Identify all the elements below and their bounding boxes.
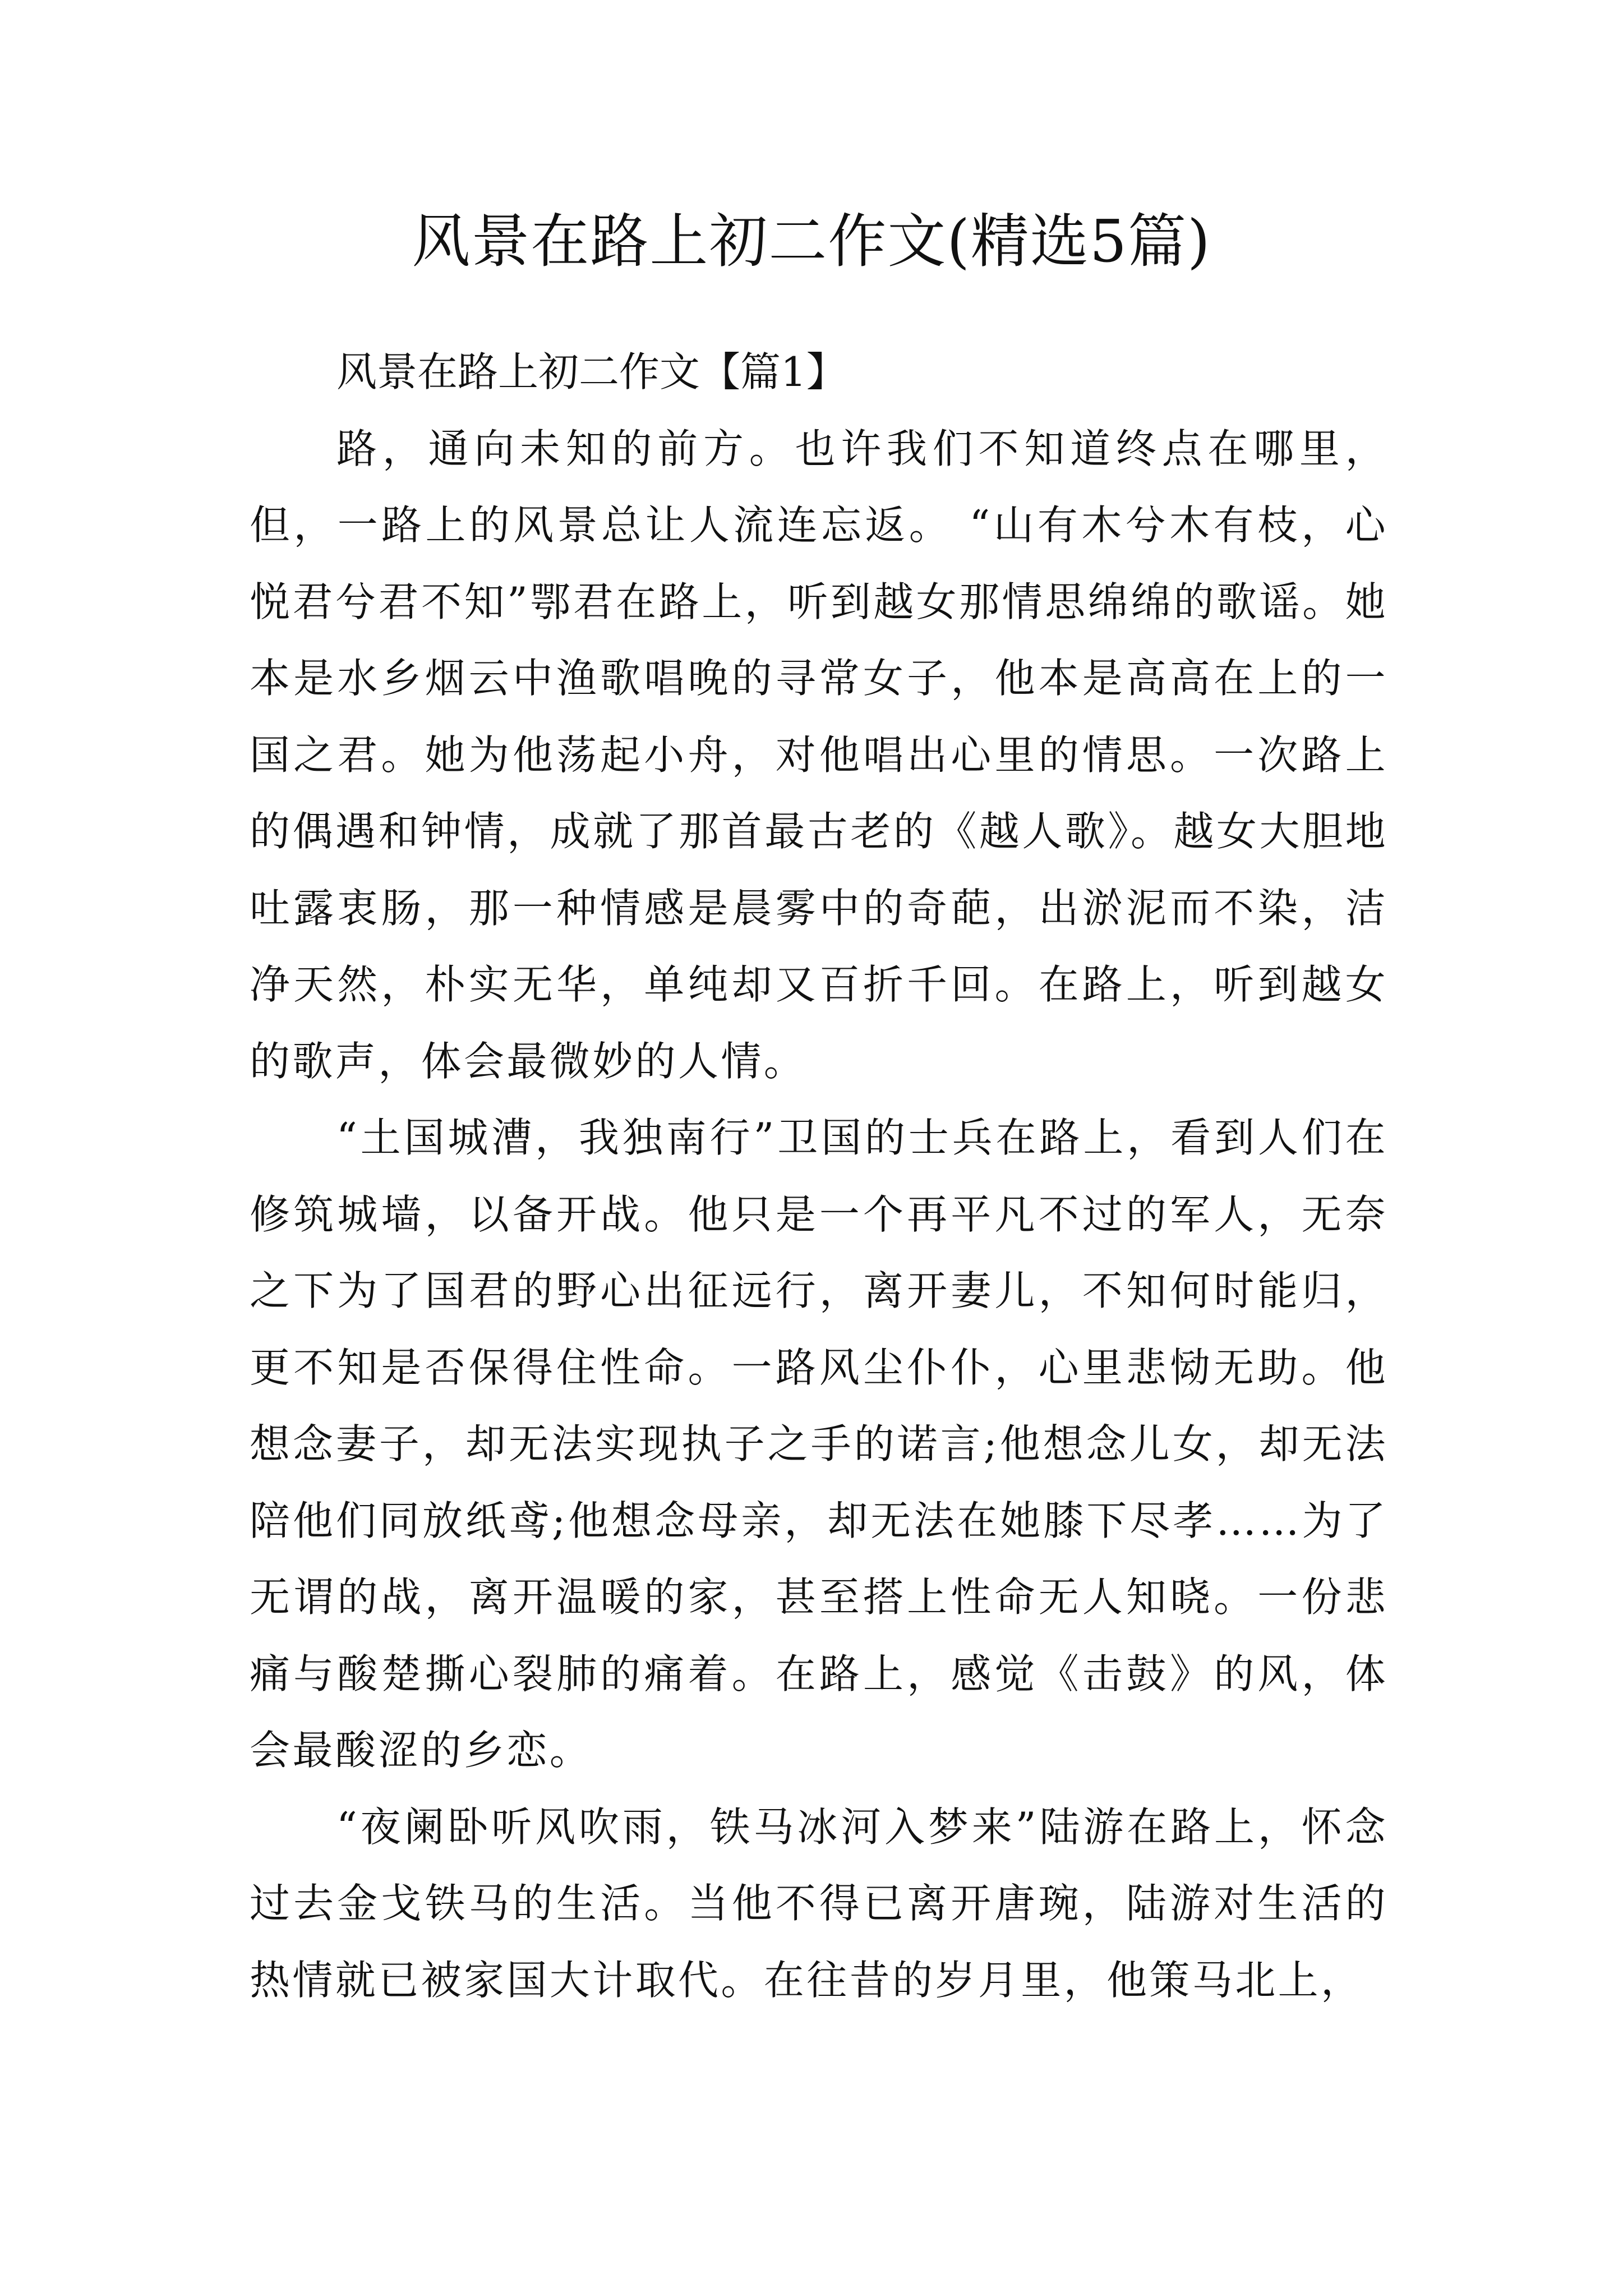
paragraph-1: 路，通向未知的前方。也许我们不知道终点在哪里，但，一路上的风景总让人流连忘返。 “山有木兮木有枝，心悦君兮君不知”鄂君在路上，听到越女那情思绵绵的歌谣。她本是水乡烟云中渔歌唱晚的寻常女子，他本是高高在上的一国之君。她为他荡起小舟，对他唱出心里的情思。一次路上的偶遇和钟情，成就了那首最古老的《越人歌》。越女大胆地吐露衷肠，那一种情感是晨雾中的奇葩，出淤泥而不染，洁净天然，朴实无华，单纯却又百折千回。在路上，听到越女的歌声，体会最微妙的人情。: [250, 425, 1388, 1085]
document-title: 风景在路上初二作文(精选5篇): [412, 207, 1211, 275]
paragraph-2: “土国城漕，我独南行”卫国的士兵在路上，看到人们在修筑城墙，以备开战。他只是一个再平凡不过的军人，无奈之下为了国君的野心出征远行，离开妻儿，不知何时能归，更不知是否保得住性命。一路风尘仆仆，心里悲恸无助。他想念妻子，却无法实现执子之手的诺言;他想念儿女，却无法陪他们同放纸鸢;他想念母亲，却无法在她膝下尽孝……为了无谓的战，离开温暖的家，甚至搭上性命无人知晓。一份悲痛与酸楚撕心裂肺的痛着。在路上，感觉《击鼓》的风，体会最酸涩的乡恋。: [250, 1114, 1388, 1774]
paragraph-3: “夜阑卧听风吹雨，铁马冰河入梦来”陆游在路上，怀念过去金戈铁马的生活。当他不得已离开唐琬，陆游对生活的热情就已被家国大计取代。在往昔的岁月里，他策马北上，: [250, 1803, 1388, 2004]
document-body: [250, 334, 1388, 2018]
section-heading: 风景在路上初二作文【篇1】: [336, 348, 847, 395]
